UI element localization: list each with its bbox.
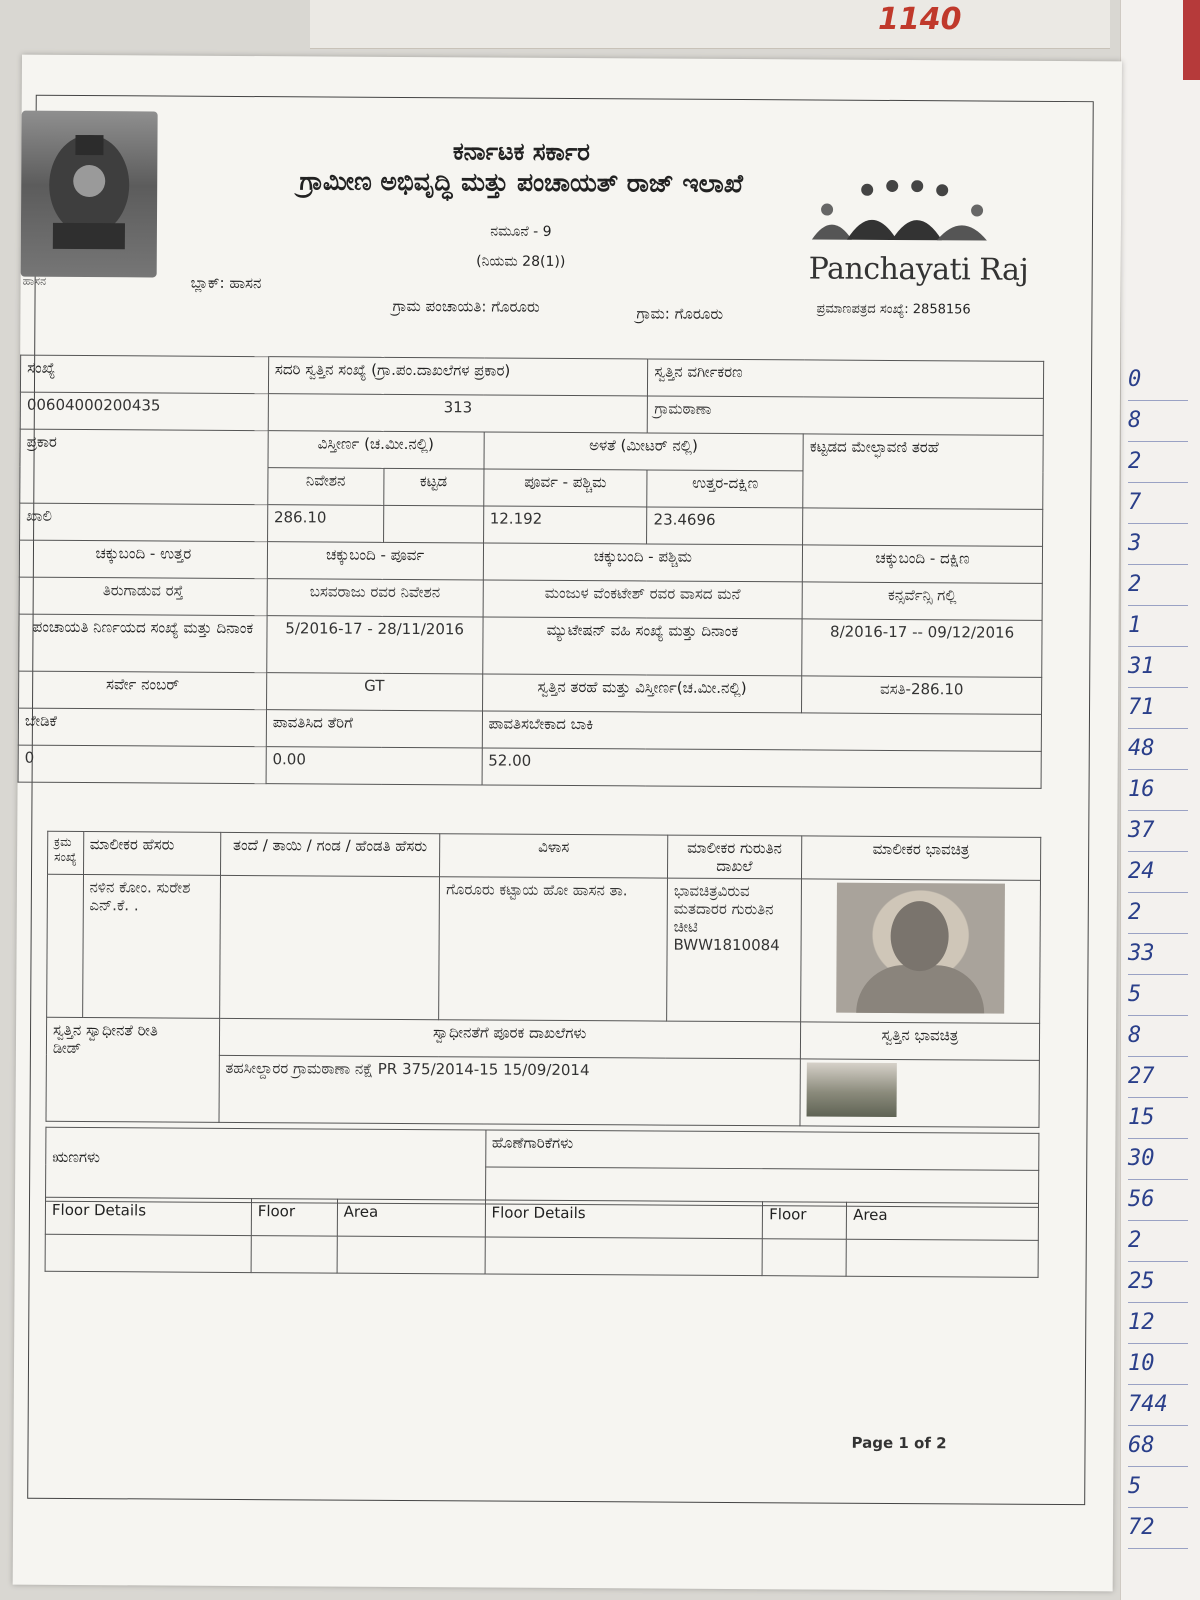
ownership-mode-value: ಡೀಡ್ bbox=[52, 1038, 82, 1058]
resolution-label: ಪಂಚಾಯತಿ ನಿರ್ಣಯದ ಸಂಖ್ಯೆ ಮತ್ತು ದಿನಾಂಕ bbox=[19, 614, 267, 673]
roof-type-label: ಕಟ್ಟಡದ ಮೇಲ್ಛಾವಣಿ ತರಹೆ bbox=[803, 434, 1043, 509]
handwritten-mark: 72 bbox=[1128, 1508, 1188, 1549]
table-row bbox=[19, 671, 1042, 714]
tax-paid-value: 0.00 bbox=[266, 747, 482, 785]
roof-type-value bbox=[803, 508, 1043, 546]
area-value-right bbox=[846, 1239, 1038, 1277]
handwritten-mark: 2 bbox=[1128, 1221, 1188, 1262]
boundary-east-value: ಬಸವರಾಜು ರವರ ನಿವೇಶನ bbox=[267, 579, 483, 617]
serial-value bbox=[47, 874, 83, 1017]
address-label: ವಿಳಾಸ bbox=[440, 834, 668, 878]
mutation-value: 8/2016-17 -- 09/12/2016 bbox=[802, 619, 1042, 677]
form-number: ನಮೂನೆ - 9 bbox=[490, 223, 552, 240]
table-row bbox=[20, 355, 1043, 398]
handwritten-mark: 2 bbox=[1128, 893, 1188, 934]
handwritten-mark: 30 bbox=[1128, 1139, 1188, 1180]
handwritten-mark: 2 bbox=[1128, 442, 1188, 483]
photo-face bbox=[890, 901, 948, 971]
east-west-value: 12.192 bbox=[483, 506, 647, 544]
handwritten-mark: 16 bbox=[1128, 770, 1188, 811]
table-row bbox=[48, 831, 1041, 880]
boundary-west-value: ಮಂಜುಳ ವೆಂಕಟೇಶ್ ರವರ ವಾಸದ ಮನೆ bbox=[483, 580, 803, 619]
floor-details-label-right: Floor Details bbox=[485, 1200, 763, 1239]
asset-number-value: 313 bbox=[268, 394, 648, 433]
handwritten-mark: 33 bbox=[1128, 934, 1188, 975]
handwritten-mark: 15 bbox=[1128, 1098, 1188, 1139]
tax-due-value: 52.00 bbox=[482, 748, 1042, 788]
handwritten-mark: 5 bbox=[1128, 975, 1188, 1016]
ownership-mode-label-cell bbox=[46, 1017, 219, 1122]
ownership-mode-label: ಸ್ವತ್ತಿನ ಸ್ವಾಧೀನತೆ ರೀತಿ bbox=[52, 1020, 158, 1040]
tax-paid-label: ಪಾವತಿಸಿದ ತೆರಿಗೆ bbox=[266, 710, 482, 748]
floor-details-value-left bbox=[45, 1234, 251, 1272]
handwritten-mark: 0 bbox=[1128, 360, 1188, 401]
handwritten-mark: 31 bbox=[1128, 647, 1188, 688]
logo-text: Panchayati Raj bbox=[808, 251, 1029, 288]
handwritten-mark: 10 bbox=[1128, 1344, 1188, 1385]
handwritten-mark: 68 bbox=[1128, 1426, 1188, 1467]
north-south-value: 23.4696 bbox=[647, 507, 803, 545]
government-title: ಕರ್ನಾಟಕ ಸರ್ಕಾರ bbox=[452, 137, 591, 167]
property-type-value: ಖಾಲಿ bbox=[20, 503, 268, 542]
relation-name-label: ತಂದೆ / ತಾಯಿ / ಗಂಡ / ಹೆಂಡತಿ ಹೆಸರು bbox=[220, 832, 440, 876]
handwritten-mark: 2 bbox=[1128, 565, 1188, 606]
property-type-label: ಪ್ರಕಾರ bbox=[20, 429, 268, 505]
relation-name-value bbox=[219, 875, 440, 1019]
table-row bbox=[20, 429, 1043, 472]
emblem-caption: ಹಾಸನ bbox=[22, 274, 47, 288]
handwritten-mark: 25 bbox=[1128, 1262, 1188, 1303]
tax-demand-value: 0 bbox=[18, 745, 266, 784]
handwritten-column bbox=[1128, 360, 1188, 1549]
owner-id-label: ಮಾಲೀಕರ ಗುರುತಿನ ದಾಖಲೆ bbox=[667, 835, 801, 879]
handwritten-number: 1140 bbox=[878, 2, 962, 37]
boundary-east-label: ಚಕ್ಕುಬಂದಿ - ಪೂರ್ವ bbox=[267, 542, 483, 580]
handwritten-mark: 744 bbox=[1128, 1385, 1188, 1426]
boundary-west-label: ಚಕ್ಕುಬಂದಿ - ಪಶ್ಚಿಮ bbox=[483, 543, 803, 582]
property-id-label: ಸಂಖ್ಯೆ bbox=[20, 355, 268, 394]
mutation-label: ಮ್ಯುಟೇಷನ್ ವಹಿ ಸಂಖ್ಯೆ ಮತ್ತು ದಿನಾಂಕ bbox=[482, 617, 802, 676]
floor-details-value-right bbox=[485, 1237, 763, 1276]
asset-classification-label: ಸ್ವತ್ತಿನ ವರ್ಗೀಕರಣ bbox=[648, 359, 1044, 398]
table-row bbox=[45, 1234, 1038, 1277]
table-row bbox=[20, 503, 1043, 546]
table-row bbox=[18, 745, 1041, 788]
owner-name-label: ಮಾಲೀಕರ ಹೆಸರು bbox=[83, 832, 220, 876]
village-name: ಗ್ರಾಮ: ಗೊರೂರು bbox=[636, 304, 724, 323]
handwritten-mark: 7 bbox=[1128, 483, 1188, 524]
table-row bbox=[20, 392, 1043, 435]
property-id-value: 00604000200435 bbox=[20, 392, 268, 431]
property-photo-label: ಸ್ವತ್ತಿನ ಭಾವಚಿತ್ರ bbox=[800, 1022, 1039, 1060]
handwritten-mark: 37 bbox=[1128, 811, 1188, 852]
table-row bbox=[19, 614, 1042, 677]
department-title: ಗ್ರಾಮೀಣ ಅಭಿವೃದ್ಧಿ ಮತ್ತು ಪಂಚಾಯತ್ ರಾಜ್ ಇಲಾಖೆ bbox=[299, 166, 744, 199]
owner-id-value: ಭಾವಚಿತ್ರವಿರುವ ಮತದಾರರ ಗುರುತಿನ ಚೀಟಿ BWW1810084 bbox=[667, 878, 802, 1022]
handwritten-mark: 56 bbox=[1128, 1180, 1188, 1221]
asset-number-label: ಸದರಿ ಸ್ವತ್ತಿನ ಸಂಖ್ಯೆ (ಗ್ರಾ.ಪಂ.ದಾಖಲೆಗಳ ಪ್ರಕಾರ) bbox=[268, 357, 648, 396]
handwritten-mark: 48 bbox=[1128, 729, 1188, 770]
asset-type-label: ಸ್ವತ್ತಿನ ತರಹೆ ಮತ್ತು ವಿಸ್ತೀರ್ಣ(ಚ.ಮೀ.ನಲ್ಲಿ) bbox=[482, 674, 802, 713]
handwritten-mark: 27 bbox=[1128, 1057, 1188, 1098]
boundary-north-value: ತಿರುಗಾಡುವ ರಸ್ತೆ bbox=[19, 577, 267, 616]
debts-label: ಋಣಗಳು bbox=[46, 1127, 486, 1204]
owner-photo-cell bbox=[800, 879, 1040, 1023]
handwritten-mark: 71 bbox=[1128, 688, 1188, 729]
dimensions-label: ಅಳತೆ (ಮೀಟರ್ ನಲ್ಲಿ) bbox=[484, 432, 804, 471]
property-photo bbox=[806, 1062, 896, 1117]
floor-details-label-left: Floor Details bbox=[45, 1197, 251, 1235]
handwritten-mark: 8 bbox=[1128, 1016, 1188, 1057]
survey-number-label: ಸರ್ವೇ ನಂಬರ್ bbox=[19, 671, 267, 710]
handwritten-mark: 12 bbox=[1128, 1303, 1188, 1344]
certificate-page bbox=[13, 55, 1122, 1592]
certificate-number: ಪ್ರಮಾಣಪತ್ರದ ಸಂಖ್ಯೆ: 2858156 bbox=[816, 301, 971, 318]
ownership-docs-label: ಸ್ವಾಧೀನತೆಗೆ ಪೂರಕ ದಾಖಲೆಗಳು bbox=[219, 1018, 800, 1059]
area-label-right: Area bbox=[846, 1202, 1038, 1240]
liabilities-label: ಹೊಣೆಗಾರಿಕೆಗಳು bbox=[485, 1130, 1039, 1170]
table-row bbox=[19, 540, 1042, 583]
survey-number-value: GT bbox=[266, 673, 482, 711]
extent-label: ವಿಸ್ತೀರ್ಣ (ಚ.ಮೀ.ನಲ್ಲಿ) bbox=[268, 431, 484, 469]
building-area-value bbox=[383, 505, 483, 543]
floor-table bbox=[45, 1197, 1039, 1278]
boundary-south-label: ಚಕ್ಕುಬಂದಿ - ದಕ್ಷಿಣ bbox=[803, 545, 1043, 583]
site-label: ನಿವೇಶನ bbox=[268, 468, 384, 506]
owner-photo-label: ಮಾಲೀಕರ ಭಾವಚಿತ್ರ bbox=[801, 836, 1041, 880]
floor-label-right: Floor bbox=[763, 1202, 847, 1240]
owner-table bbox=[45, 831, 1041, 1128]
asset-classification-value: ಗ್ರಾಮಠಾಣಾ bbox=[648, 396, 1044, 435]
floor-value-left bbox=[251, 1236, 337, 1274]
site-area-value: 286.10 bbox=[267, 505, 383, 543]
boundary-north-label: ಚಕ್ಕುಬಂದಿ - ಉತ್ತರ bbox=[19, 540, 267, 579]
building-label: ಕಟ್ಟಡ bbox=[383, 468, 483, 506]
resolution-value: 5/2016-17 - 28/11/2016 bbox=[267, 616, 483, 674]
table-row bbox=[47, 874, 1041, 1023]
handwritten-mark: 5 bbox=[1128, 1467, 1188, 1508]
block-name: ಬ್ಲಾಕ್: ಹಾಸನ bbox=[190, 273, 262, 293]
photo-body bbox=[856, 965, 984, 1014]
address-value: ಗೊರೂರು ಕಟ್ಟಾಯ ಹೋ ಹಾಸನ ತಾ. bbox=[439, 877, 668, 1021]
area-label-left: Area bbox=[337, 1199, 485, 1237]
boundary-south-value: ಕನ್ಸರ್ವೆನ್ಸಿ ಗಲ್ಲಿ bbox=[802, 582, 1042, 620]
property-photo-cell bbox=[800, 1059, 1040, 1127]
table-row bbox=[45, 1197, 1038, 1240]
table-row bbox=[46, 1017, 1039, 1060]
serial-label: ಕ್ರಮ ಸಂಖ್ಯೆ bbox=[48, 831, 84, 874]
liabilities-table bbox=[45, 1127, 1039, 1208]
table-row bbox=[18, 708, 1041, 751]
tax-demand-label: ಬೇಡಿಕೆ bbox=[18, 708, 266, 747]
floor-label-left: Floor bbox=[251, 1199, 337, 1237]
owner-name-value: ನಳಿನ ಕೋಂ. ಸುರೇಶ ಎನ್.ಕೆ. . bbox=[82, 875, 220, 1019]
page-number: Page 1 of 2 bbox=[851, 1433, 947, 1453]
north-south-label: ಉತ್ತರ-ದಕ್ಷಿಣ bbox=[647, 470, 803, 508]
handwritten-mark: 8 bbox=[1128, 401, 1188, 442]
table-row bbox=[19, 577, 1042, 620]
table-row bbox=[46, 1127, 1039, 1170]
handwritten-mark: 1 bbox=[1128, 606, 1188, 647]
area-value-left bbox=[337, 1236, 485, 1274]
asset-type-value: ವಸತಿ-286.10 bbox=[802, 676, 1042, 714]
red-edge bbox=[1183, 0, 1200, 80]
handwritten-mark: 24 bbox=[1128, 852, 1188, 893]
background-paper bbox=[310, 0, 1110, 49]
tax-due-label: ಪಾವತಿಸಬೇಕಾದ ಬಾಕಿ bbox=[482, 711, 1042, 751]
owner-photo bbox=[836, 883, 1005, 1014]
property-table bbox=[18, 355, 1045, 789]
ownership-docs-value: ತಹಸೀಲ್ದಾರರ ಗ್ರಾಮಠಾಣಾ ನಕ್ಷೆ PR 375/2014-15 15/09/2014 bbox=[219, 1055, 801, 1126]
rule-number: (ನಿಯಮ 28(1)) bbox=[476, 253, 566, 270]
floor-value-right bbox=[762, 1239, 846, 1277]
handwritten-mark: 3 bbox=[1128, 524, 1188, 565]
east-west-label: ಪೂರ್ವ - ಪಶ್ಚಿಮ bbox=[483, 469, 647, 507]
gram-panchayat-name: ಗ್ರಾಮ ಪಂಚಾಯತಿ: ಗೊರೂರು bbox=[392, 296, 540, 316]
